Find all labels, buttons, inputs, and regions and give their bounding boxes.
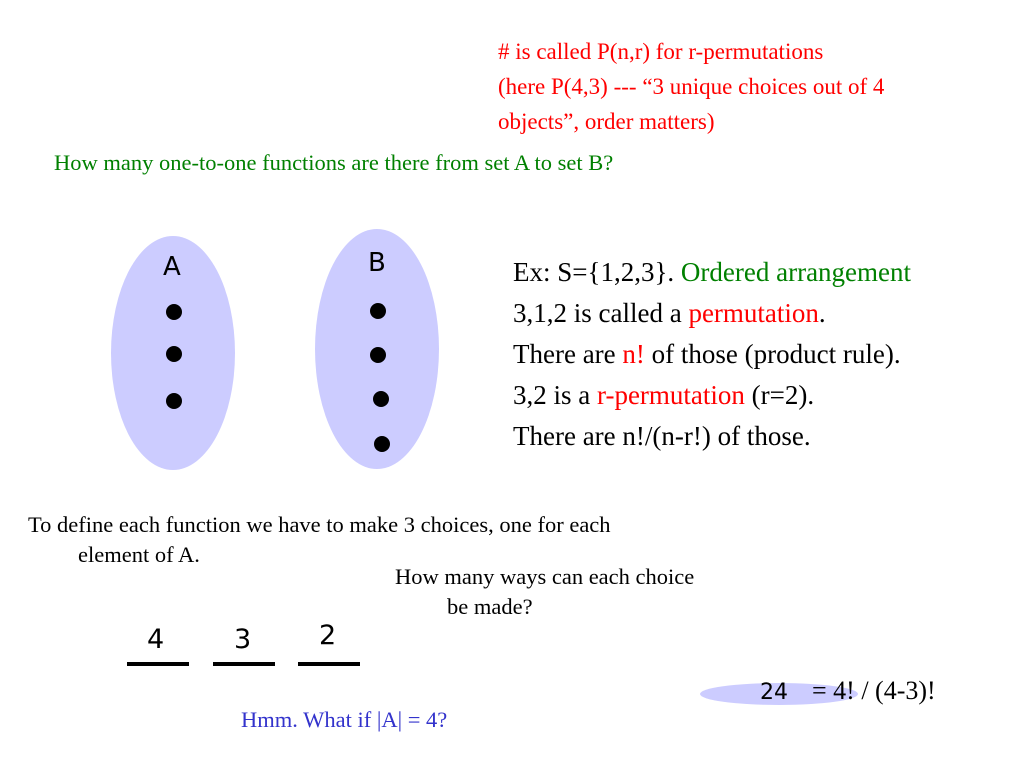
- define-line-2: element of A.: [78, 542, 200, 567]
- ways-question: [395, 562, 694, 622]
- note-line-2: (here P(4,3) --- “3 unique choices out of 4: [498, 74, 885, 99]
- permutation-term: permutation: [688, 298, 819, 328]
- define-line-1: To define each function we have to make 3 choices, one for each: [28, 512, 611, 537]
- choice-blank-2: [213, 662, 275, 666]
- permutation-example: [513, 252, 911, 457]
- example-line-1: Ex: S={1,2,3}. Ordered arrangement: [513, 257, 912, 287]
- set-b-element: [373, 391, 389, 407]
- set-a-element: [166, 393, 182, 409]
- set-b-element: [370, 303, 386, 319]
- choice-count-3: 2: [319, 620, 337, 651]
- followup-question: Hmm. What if |A| = 4?: [241, 707, 448, 732]
- set-b-element: [374, 436, 390, 452]
- example-line-3: There are n! of those (product rule).: [513, 339, 901, 369]
- ways-line-1: How many ways can each choice: [395, 564, 695, 589]
- set-a-label: A: [163, 252, 181, 282]
- example-line-5: There are n!/(n-r!) of those.: [513, 421, 811, 451]
- choice-count-1: 4: [147, 624, 165, 655]
- define-paragraph: [28, 510, 611, 570]
- r-permutation-term: r-permutation: [597, 380, 745, 410]
- n-factorial-term: n!: [622, 339, 645, 369]
- set-b-label: B: [368, 248, 386, 278]
- result-value: 24: [760, 680, 788, 705]
- example-line-2: 3,1,2 is called a permutation.: [513, 298, 826, 328]
- main-question: How many one-to-one functions are there from set A to set B?: [54, 150, 614, 175]
- set-b-element: [370, 347, 386, 363]
- result-equation: = 4! / (4-3)!: [812, 676, 936, 705]
- choice-blank-1: [127, 662, 189, 666]
- set-a-element: [166, 346, 182, 362]
- note-line-3: objects”, order matters): [498, 109, 715, 134]
- ordered-arrangement-term: Ordered arrangement: [680, 257, 912, 287]
- choice-count-2: 3: [234, 624, 252, 655]
- example-line-4: 3,2 is a r-permutation (r=2).: [513, 380, 815, 410]
- choice-blank-3: [298, 662, 360, 666]
- r-permutation-note: [498, 34, 884, 139]
- ways-line-2: be made?: [447, 594, 533, 619]
- set-a-element: [166, 304, 182, 320]
- note-line-1: # is called P(n,r) for r-permutations: [498, 39, 824, 64]
